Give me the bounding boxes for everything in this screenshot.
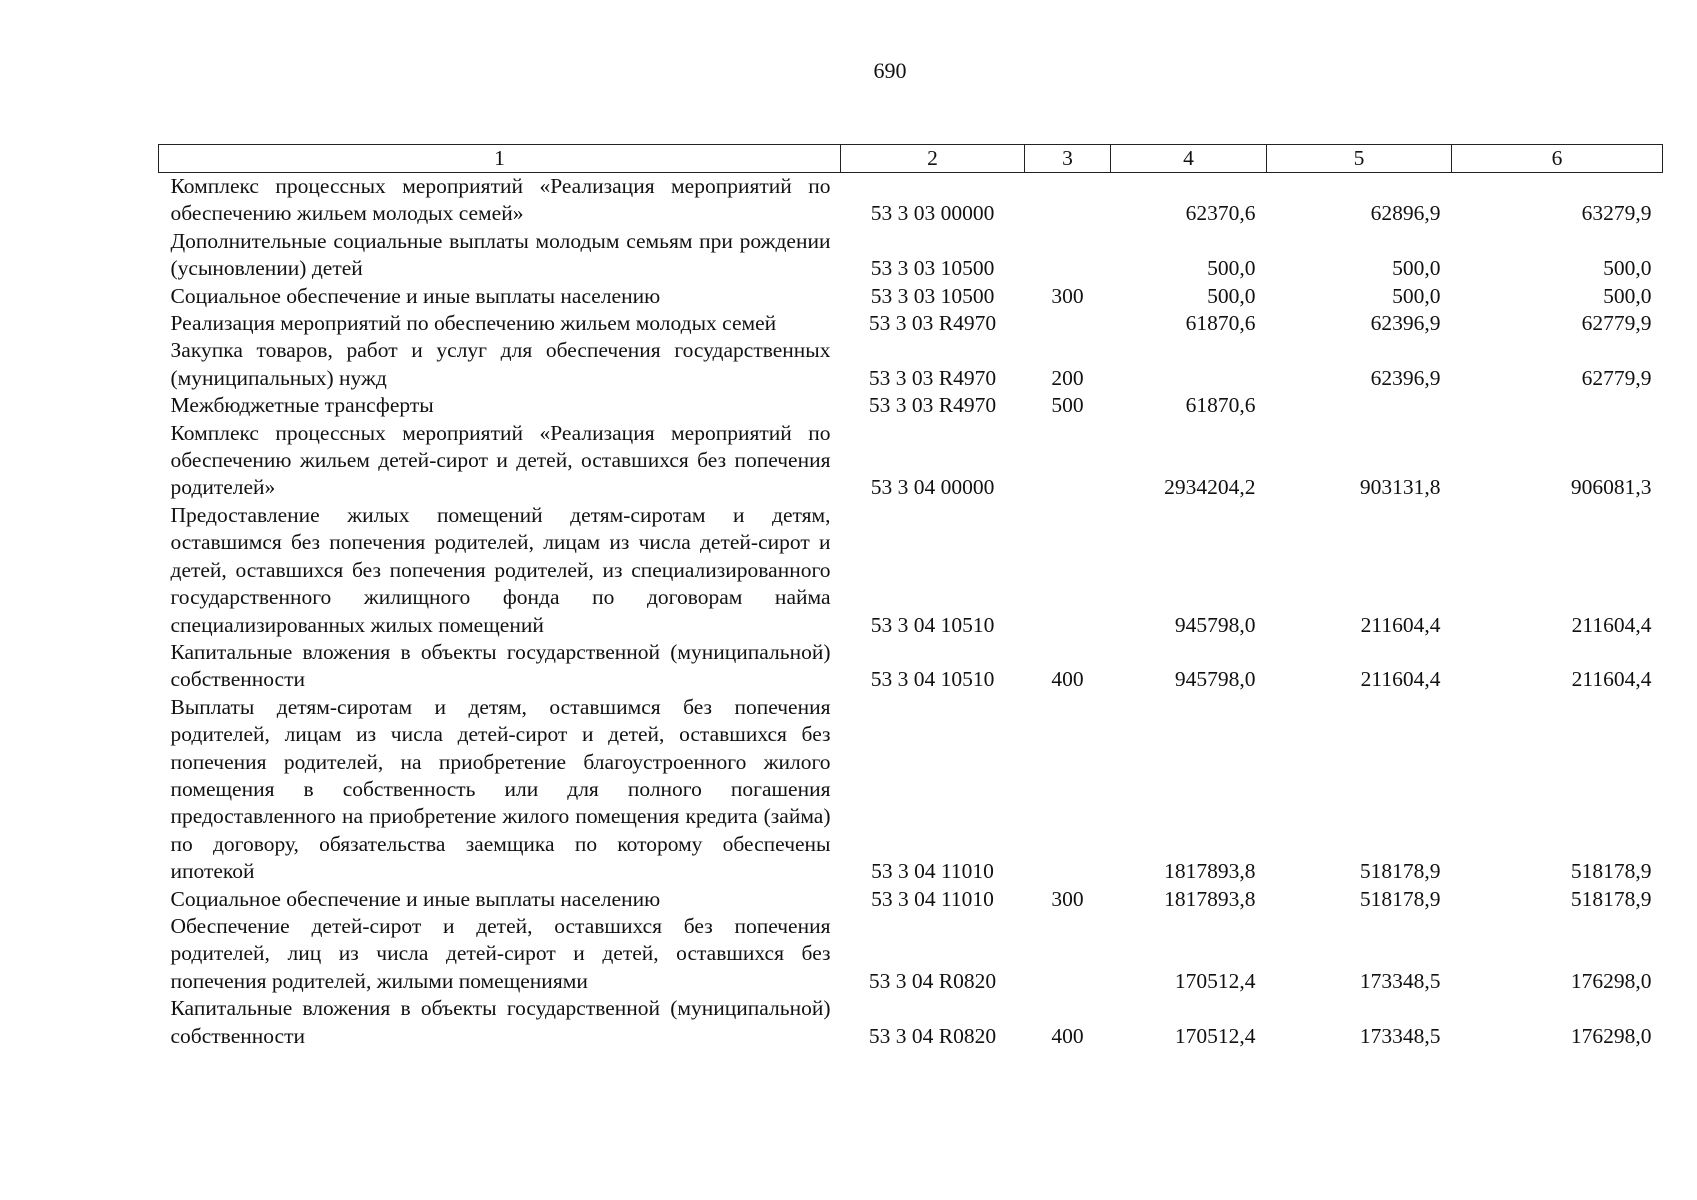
row-value-2: 518178,9: [1359, 859, 1441, 884]
row-name: Предоставление жилых помещений детям-сиротам и детям, оставшимся без попечения родителей, лицам из числа детей-сирот и детей, оставшихся без попечения родителей, из специализированного государственного жилищного фонда по договорам найма специализированных жилых помещений: [170, 502, 831, 637]
row-expense-type: 500: [1051, 393, 1084, 418]
row-expense-type: 300: [1051, 886, 1084, 911]
row-value-1: 945798,0: [1174, 612, 1256, 637]
row-expense-type: [1025, 913, 1111, 995]
table-row: [159, 228, 1663, 283]
row-value-1: 500,0: [1207, 256, 1256, 281]
row-expense-type: 200: [1051, 365, 1084, 390]
page-number: 690: [873, 58, 907, 83]
row-code: 53 3 03 R4970: [868, 311, 997, 336]
row-value-2: 173348,5: [1359, 1023, 1441, 1048]
header-row: [159, 145, 1663, 173]
row-name: Выплаты детям-сиротам и детям, оставшимся без попечения родителей, лицам из числа детей-сирот и детей, оставшихся без попечения родителей, на приобретение благоустроенного жилого помещения в собственность или для полного погашения предоставленного на приобретение жилого помещения кредита (займа) по договору, обязательства заемщика по которому обеспечены ипотекой: [170, 694, 831, 884]
row-value-1: 61870,6: [1185, 311, 1256, 336]
table-row: [159, 886, 1663, 913]
row-value-1: 170512,4: [1174, 1023, 1256, 1048]
row-value-2: 62396,9: [1370, 365, 1441, 390]
row-expense-type: 400: [1051, 1023, 1084, 1048]
table-row: [159, 337, 1663, 392]
row-value-3: 176298,0: [1570, 968, 1652, 993]
row-value-2: 62896,9: [1370, 201, 1441, 226]
table-row: [159, 502, 1663, 639]
row-value-2: 173348,5: [1359, 968, 1441, 993]
row-expense-type: 400: [1051, 667, 1084, 692]
row-name: Социальное обеспечение и иные выплаты населению: [170, 283, 661, 308]
table-row: [159, 995, 1663, 1050]
table-row: [159, 420, 1663, 502]
row-name: Комплекс процессных мероприятий «Реализация мероприятий по обеспечению жильем детей-сирот и детей, оставшихся без попечения родителей»: [170, 420, 831, 500]
row-value-1: 2934204,2: [1164, 475, 1256, 500]
row-expense-type: [1025, 420, 1111, 502]
row-value-3: [1452, 392, 1663, 419]
row-expense-type: [1025, 502, 1111, 639]
row-name: Дополнительные социальные выплаты молодым семьям при рождении (усыновлении) детей: [170, 228, 831, 281]
row-value-2: [1267, 392, 1452, 419]
row-value-1: 1817893,8: [1164, 859, 1256, 884]
row-expense-type: [1025, 694, 1111, 886]
row-name: Обеспечение детей-сирот и детей, оставшихся без попечения родителей, лиц из числа детей-сирот и детей, оставшихся без попечения родителей, жилыми помещениями: [170, 913, 831, 993]
row-code: 53 3 04 R0820: [868, 1023, 997, 1048]
row-value-1: 945798,0: [1174, 667, 1256, 692]
row-expense-type: [1025, 310, 1111, 337]
row-name: Капитальные вложения в объекты государственной (муниципальной) собственности: [170, 996, 831, 1048]
row-value-1: 1817893,8: [1164, 886, 1256, 911]
row-value-3: 500,0: [1603, 283, 1652, 308]
column-header-5: 5: [1267, 145, 1452, 173]
column-header-2: 2: [841, 145, 1025, 173]
row-expense-type: 300: [1051, 283, 1084, 308]
table-body: [159, 173, 1663, 1051]
table-header: [159, 145, 1663, 173]
row-value-3: 906081,3: [1570, 475, 1652, 500]
row-name: Капитальные вложения в объекты государственной (муниципальной) собственности: [170, 639, 831, 692]
row-value-2: 903131,8: [1359, 475, 1441, 500]
row-value-2: 211604,4: [1360, 612, 1441, 637]
row-value-1: 62370,6: [1185, 201, 1256, 226]
table-row: [159, 913, 1663, 995]
row-code: 53 3 04 10510: [870, 612, 995, 637]
row-code: 53 3 04 10510: [870, 667, 995, 692]
row-value-3: 63279,9: [1581, 201, 1652, 226]
row-code: 53 3 04 11010: [871, 886, 994, 911]
row-expense-type: [1025, 173, 1111, 228]
row-code: 53 3 03 00000: [870, 201, 995, 226]
row-value-2: 500,0: [1392, 256, 1441, 281]
row-value-3: 176298,0: [1570, 1023, 1652, 1048]
row-value-2: 500,0: [1392, 283, 1441, 308]
row-value-3: 211604,4: [1571, 667, 1652, 692]
row-value-3: 62779,9: [1581, 365, 1652, 390]
row-value-3: 518178,9: [1570, 886, 1652, 911]
row-name: Закупка товаров, работ и услуг для обеспечения государственных (муниципальных) нужд: [170, 338, 831, 390]
row-value-1: 500,0: [1207, 283, 1256, 308]
budget-table: [158, 144, 1663, 1050]
table-row: [159, 283, 1663, 310]
table-row: [159, 639, 1663, 694]
row-value-3: 500,0: [1603, 256, 1652, 281]
row-code: 53 3 03 10500: [870, 256, 995, 281]
row-code: 53 3 04 11010: [871, 859, 994, 884]
row-value-1: 170512,4: [1174, 968, 1256, 993]
row-value-3: 518178,9: [1570, 859, 1652, 884]
row-value-2: 518178,9: [1359, 886, 1441, 911]
table-row: [159, 694, 1663, 886]
row-value-3: 62779,9: [1581, 311, 1652, 336]
row-name: Межбюджетные трансферты: [170, 393, 434, 418]
row-value-1: 61870,6: [1185, 393, 1256, 418]
row-value-1: [1111, 337, 1267, 392]
column-header-1: 1: [159, 145, 841, 173]
column-header-3: 3: [1025, 145, 1111, 173]
column-header-4: 4: [1111, 145, 1267, 173]
row-code: 53 3 03 10500: [870, 283, 995, 308]
table-row: [159, 392, 1663, 419]
row-name: Социальное обеспечение и иные выплаты населению: [170, 886, 661, 911]
row-expense-type: [1025, 228, 1111, 283]
row-value-3: 211604,4: [1571, 612, 1652, 637]
row-value-2: 62396,9: [1370, 311, 1441, 336]
row-name: Реализация мероприятий по обеспечению жильем молодых семей: [170, 311, 777, 336]
row-value-2: 211604,4: [1360, 667, 1441, 692]
column-header-6: 6: [1452, 145, 1663, 173]
row-code: 53 3 04 00000: [870, 475, 995, 500]
row-code: 53 3 04 R0820: [868, 968, 997, 993]
table-row: [159, 310, 1663, 337]
row-name: Комплекс процессных мероприятий «Реализация мероприятий по обеспечению жильем молодых семей»: [170, 174, 831, 226]
row-code: 53 3 03 R4970: [868, 365, 997, 390]
row-code: 53 3 03 R4970: [868, 393, 997, 418]
table-row: [159, 173, 1663, 228]
